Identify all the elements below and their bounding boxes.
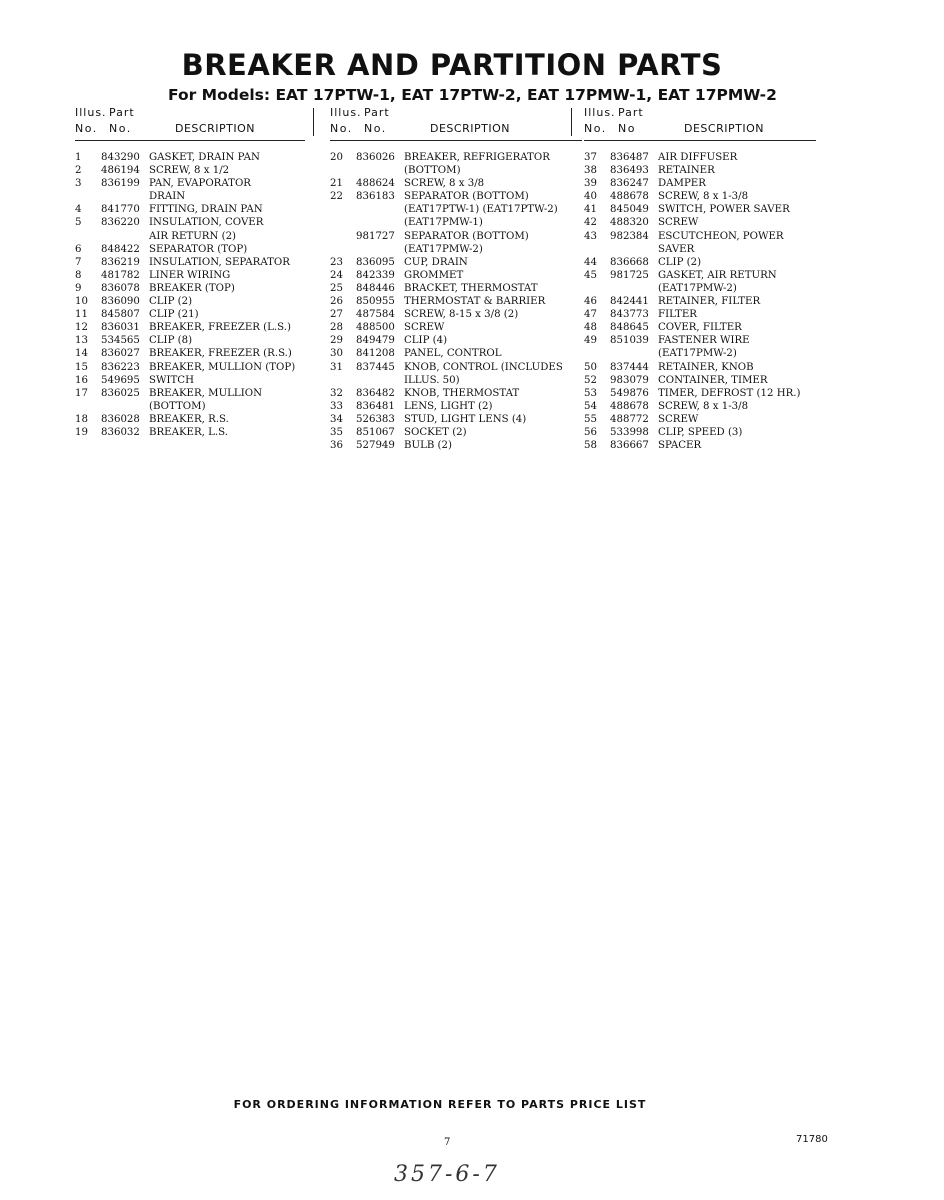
description-header: DESCRIPTION [175,122,255,135]
illus-number: 46 [584,296,597,308]
part-row [584,295,816,308]
part-number: 836183 [356,191,395,203]
part-number: 981727 [356,230,395,242]
illus-number: 2 [75,165,82,177]
part-description: SWITCH [149,374,194,386]
illus-number: 17 [75,387,88,399]
part-row [75,374,305,387]
part-description: SWITCH, POWER SAVER [658,204,790,216]
illus-number: 13 [75,335,88,347]
part-description: GROMMET [404,269,464,281]
part-row [584,321,816,334]
illus-number: 44 [584,256,597,268]
illus-number: 25 [330,282,343,294]
part-row [75,230,305,243]
column-header [330,106,582,138]
part-row [584,308,816,321]
part-row [330,295,582,308]
illus-header: Illus. [584,106,616,119]
part-description: LINER WIRING [149,269,231,281]
part-description: RETAINER [658,165,715,177]
part-row [330,243,582,256]
illus-number: 23 [330,256,343,268]
part-row [584,387,816,400]
part-row [584,164,816,177]
page-number: 7 [444,1137,451,1148]
part-row [75,347,305,360]
illus-no-header: No. [584,122,607,135]
part-description: SCREW, 8-15 x 3/8 (2) [404,309,519,321]
illus-number: 6 [75,243,82,255]
part-header: Part [109,106,135,119]
part-row [584,203,816,216]
part-row [330,256,582,269]
part-description: SCREW, 8 x 3/8 [404,178,485,190]
part-row [75,243,305,256]
part-row [330,164,582,177]
part-number: 836219 [101,256,140,268]
illus-number: 53 [584,387,597,399]
illus-number: 39 [584,178,597,190]
part-description: CONTAINER, TIMER [658,374,768,386]
illus-number: 1 [75,152,82,163]
illus-number: 5 [75,217,82,229]
part-row [75,151,305,164]
part-description: PAN, EVAPORATOR [149,178,251,190]
part-number: 848645 [610,322,649,334]
part-row [584,439,816,452]
illus-number: 16 [75,374,88,386]
part-number: 526383 [356,413,395,425]
part-header: Part [618,106,644,119]
part-description: CLIP (21) [149,309,199,321]
part-description: KNOB, THERMOSTAT [404,387,520,399]
part-row [75,203,305,216]
column-header [75,106,305,138]
page-title: BREAKER AND PARTITION PARTS [181,48,723,82]
part-description: GASKET, DRAIN PAN [149,152,260,163]
part-number: 836199 [101,178,140,190]
part-number: 981725 [610,269,649,281]
part-description: (EAT17PMW-2) [404,243,483,255]
part-number: 841208 [356,348,395,360]
part-row [330,361,582,374]
part-description: THERMOSTAT & BARRIER [404,296,546,308]
part-description: SCREW, 8 x 1/2 [149,165,230,177]
part-row [75,216,305,229]
part-number: 836481 [356,400,395,412]
part-row [584,230,816,243]
part-description: ESCUTCHEON, POWER [658,230,784,242]
part-description: BREAKER, MULLION [149,387,262,399]
part-row [75,295,305,308]
illus-number: 22 [330,191,343,203]
illus-number: 33 [330,400,343,412]
illus-number: 9 [75,282,82,294]
illus-number: 42 [584,217,597,229]
handwritten-note: 357-6-7 [394,1162,500,1187]
part-row [75,190,305,203]
illus-number: 15 [75,361,88,373]
part-row [330,426,582,439]
illus-number: 55 [584,413,597,425]
part-number: 488320 [610,217,649,229]
part-row [75,413,305,426]
illus-number: 7 [75,256,82,268]
illus-number: 50 [584,361,597,373]
part-description: CLIP (2) [149,296,193,308]
part-row [75,400,305,413]
part-description: FASTENER WIRE [658,335,750,347]
part-number: 488772 [610,413,649,425]
part-number: 842441 [610,296,649,308]
part-description: FITTING, DRAIN PAN [149,204,263,216]
illus-number: 32 [330,387,343,399]
description-header: DESCRIPTION [430,122,510,135]
header-rule [584,140,816,141]
part-number: 843290 [101,152,140,163]
part-no-header: No. [364,122,387,135]
part-number: 836095 [356,256,395,268]
column-header [584,106,816,138]
part-row [330,282,582,295]
part-row [330,334,582,347]
part-description: COVER, FILTER [658,322,742,334]
part-description: (EAT17PTW-1) (EAT17PTW-2) [404,204,558,216]
illus-number: 8 [75,269,82,281]
part-number: 982384 [610,230,649,242]
part-no-header: No [618,122,636,135]
part-row [75,387,305,400]
part-number: 836223 [101,361,140,373]
illus-number: 18 [75,413,88,425]
part-number: 836025 [101,387,140,399]
illus-number: 14 [75,348,88,360]
part-row [330,347,582,360]
part-description: ILLUS. 50) [404,374,460,386]
part-number: 836026 [356,152,395,163]
part-description: DRAIN [149,191,186,203]
part-number: 533998 [610,426,649,438]
part-row [330,230,582,243]
part-row [584,243,816,256]
illus-number: 30 [330,348,343,360]
part-row [75,321,305,334]
description-header: DESCRIPTION [684,122,764,135]
part-description: TIMER, DEFROST (12 HR.) [658,387,801,399]
part-description: BULB (2) [404,440,452,452]
part-description: AIR RETURN (2) [149,230,237,242]
part-row [330,308,582,321]
illus-number: 34 [330,413,343,425]
illus-number: 11 [75,309,88,321]
illus-number: 10 [75,296,88,308]
part-row [75,164,305,177]
part-row [584,282,816,295]
part-row [75,177,305,190]
part-row [330,374,582,387]
illus-header: Illus. [330,106,362,119]
part-row [75,256,305,269]
part-number: 848422 [101,243,140,255]
part-row [75,308,305,321]
parts-column-2 [330,106,582,452]
part-description: (EAT17PMW-2) [658,282,737,294]
part-number: 836090 [101,296,140,308]
part-number: 488678 [610,191,649,203]
part-description: LENS, LIGHT (2) [404,400,493,412]
part-row [584,413,816,426]
part-description: SEPARATOR (BOTTOM) [404,191,529,203]
illus-no-header: No. [330,122,353,135]
part-description: BREAKER, FREEZER (L.S.) [149,322,291,334]
part-number: 836667 [610,440,649,452]
part-description: DAMPER [658,178,706,190]
part-description: RETAINER, KNOB [658,361,754,373]
column-divider [313,108,314,136]
part-description: INSULATION, COVER [149,217,264,229]
part-description: SCREW [404,322,445,334]
illus-number: 45 [584,269,597,281]
part-row [584,256,816,269]
part-description: BREAKER (TOP) [149,282,235,294]
part-number: 481782 [101,269,140,281]
part-number: 837445 [356,361,395,373]
part-row [330,177,582,190]
part-number: 527949 [356,440,395,452]
part-row [75,269,305,282]
part-description: CLIP (2) [658,256,702,268]
part-description: SOCKET (2) [404,426,467,438]
part-number: 836078 [101,282,140,294]
part-description: SAVER [658,243,695,255]
part-number: 549695 [101,374,140,386]
part-row [584,400,816,413]
part-row [584,151,816,164]
part-description: SCREW, 8 x 1-3/8 [658,191,749,203]
illus-number: 54 [584,400,597,412]
part-number: 851039 [610,335,649,347]
header-rule [330,140,582,141]
part-description: CLIP, SPEED (3) [658,426,743,438]
part-row [330,400,582,413]
part-number: 843773 [610,309,649,321]
part-row [584,374,816,387]
part-number: 836487 [610,152,649,163]
header-rule [75,140,305,141]
illus-number: 47 [584,309,597,321]
part-row [75,426,305,439]
parts-column-1 [75,106,305,439]
part-number: 488500 [356,322,395,334]
illus-no-header: No. [75,122,98,135]
part-description: SCREW [658,217,699,229]
part-description: BREAKER, FREEZER (R.S.) [149,348,292,360]
illus-number: 48 [584,322,597,334]
part-row [330,413,582,426]
part-row [584,361,816,374]
illus-number: 12 [75,322,88,334]
part-row [330,151,582,164]
part-number: 845049 [610,204,649,216]
illus-number: 4 [75,204,82,216]
parts-list [584,151,816,452]
part-number: 841770 [101,204,140,216]
part-description: CUP, DRAIN [404,256,468,268]
part-number: 842339 [356,269,395,281]
part-row [330,216,582,229]
part-row [330,321,582,334]
part-description: AIR DIFFUSER [658,152,738,163]
illus-number: 28 [330,322,343,334]
part-row [584,334,816,347]
illus-number: 37 [584,152,597,163]
part-description: STUD, LIGHT LENS (4) [404,413,527,425]
part-description: FILTER [658,309,697,321]
illus-number: 21 [330,178,343,190]
part-description: BREAKER, MULLION (TOP) [149,361,296,373]
part-header: Part [364,106,390,119]
part-number: 836668 [610,256,649,268]
illus-number: 35 [330,426,343,438]
part-number: 488678 [610,400,649,412]
part-description: BRACKET, THERMOSTAT [404,282,538,294]
illus-number: 41 [584,204,597,216]
part-row [584,177,816,190]
part-row [584,190,816,203]
part-description: BREAKER, R.S. [149,413,229,425]
illus-number: 40 [584,191,597,203]
part-row [75,361,305,374]
part-row [75,282,305,295]
part-number: 850955 [356,296,395,308]
part-description: SEPARATOR (BOTTOM) [404,230,529,242]
part-number: 836028 [101,413,140,425]
ordering-footer: FOR ORDERING INFORMATION REFER TO PARTS PRICE LIST [233,1098,647,1111]
part-number: 836031 [101,322,140,334]
part-no-header: No. [109,122,132,135]
part-number: 849479 [356,335,395,347]
illus-number: 20 [330,152,343,163]
part-number: 836220 [101,217,140,229]
part-description: PANEL, CONTROL [404,348,502,360]
models-subtitle: For Models: EAT 17PTW-1, EAT 17PTW-2, EAT 17PMW-1, EAT 17PMW-2 [168,86,777,104]
illus-number: 49 [584,335,597,347]
part-row [330,439,582,452]
part-number: 836482 [356,387,395,399]
part-description: SCREW, 8 x 1-3/8 [658,400,749,412]
part-number: 836493 [610,165,649,177]
part-number: 848446 [356,282,395,294]
part-description: SPACER [658,440,702,452]
part-number: 837444 [610,361,649,373]
part-description: SEPARATOR (TOP) [149,243,248,255]
part-description: (EAT17PMW-2) [658,348,737,360]
illus-number: 56 [584,426,597,438]
part-number: 851067 [356,426,395,438]
part-description: KNOB, CONTROL (INCLUDES [404,361,563,373]
illus-number: 3 [75,178,82,190]
part-description: SCREW [658,413,699,425]
part-row [584,426,816,439]
part-description: CLIP (8) [149,335,193,347]
illus-number: 26 [330,296,343,308]
parts-list [330,151,582,452]
parts-column-3 [584,106,816,452]
part-number: 534565 [101,335,140,347]
part-row [330,387,582,400]
part-description: (EAT17PMW-1) [404,217,483,229]
illus-number: 52 [584,374,597,386]
part-description: CLIP (4) [404,335,448,347]
illus-number: 27 [330,309,343,321]
part-number: 983079 [610,374,649,386]
part-row [75,334,305,347]
part-row [584,347,816,360]
part-row [330,269,582,282]
part-description: (BOTTOM) [149,400,206,412]
illus-number: 43 [584,230,597,242]
part-number: 549876 [610,387,649,399]
illus-number: 29 [330,335,343,347]
part-number: 488624 [356,178,395,190]
part-number: 845807 [101,309,140,321]
illus-number: 58 [584,440,597,452]
part-description: INSULATION, SEPARATOR [149,256,290,268]
illus-number: 24 [330,269,343,281]
part-description: (BOTTOM) [404,165,461,177]
part-row [584,216,816,229]
part-row [584,269,816,282]
document-number: 71780 [796,1134,828,1145]
illus-number: 19 [75,426,88,438]
part-description: GASKET, AIR RETURN [658,269,777,281]
part-number: 836027 [101,348,140,360]
part-description: RETAINER, FILTER [658,296,761,308]
part-number: 487584 [356,309,395,321]
parts-list [75,151,305,439]
part-number: 486194 [101,165,140,177]
part-number: 836247 [610,178,649,190]
part-description: BREAKER, L.S. [149,426,229,438]
part-description: BREAKER, REFRIGERATOR [404,152,550,163]
illus-header: Illus. [75,106,107,119]
illus-number: 38 [584,165,597,177]
part-row [330,203,582,216]
part-row [330,190,582,203]
part-number: 836032 [101,426,140,438]
illus-number: 36 [330,440,343,452]
illus-number: 31 [330,361,343,373]
